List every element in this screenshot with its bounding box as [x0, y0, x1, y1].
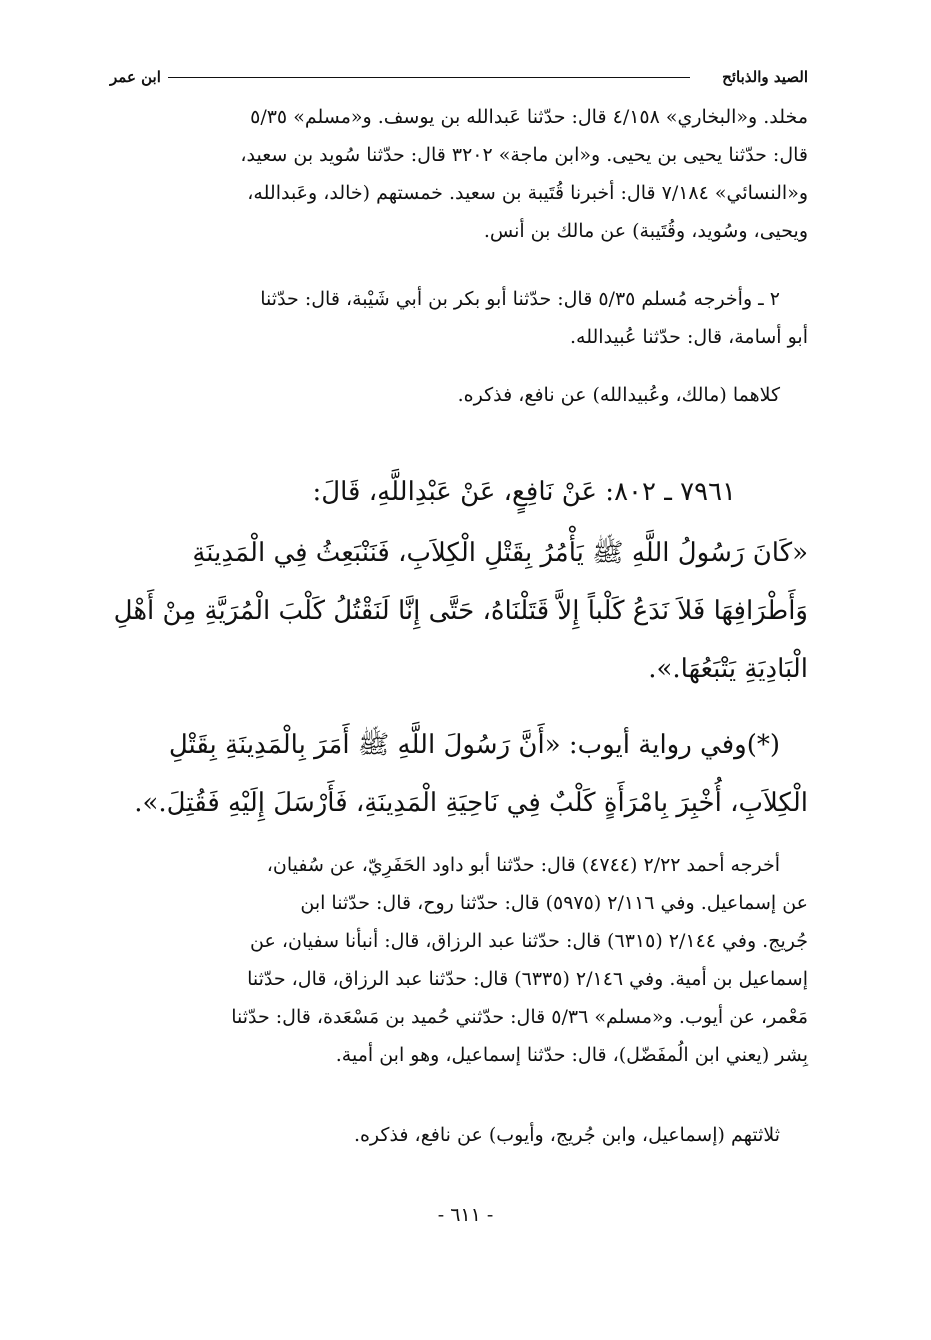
variant-line: (*)وفي رواية أيوب: «أَنَّ رَسُولَ اللَّهِ ﷺ أَمَرَ بِالْمَدِينَةِ بِقَتْلِ: [168, 730, 780, 760]
three-narrators-line: [110, 1116, 808, 1154]
note-line: عن إسماعيل. وفي ٢/١١٦ (٥٩٧٥) قال: حدّثنا روح، قال: حدّثنا ابن: [300, 892, 808, 914]
note-line: أبو أسامة، قال: حدّثنا عُبيدالله.: [570, 326, 808, 348]
note-line: بِشر (يعني ابن الُمفَضّل)، قال: حدّثنا إسماعيل، وهو ابن أمية.: [335, 1044, 808, 1066]
note-line: جُريج. وفي ٢/١٤٤ (٦٣١٥) قال: حدّثنا عبد الرزاق، قال: أنبأنا سفيان، عن: [250, 930, 808, 952]
takhrij-note: [110, 846, 808, 1074]
running-header: [110, 66, 808, 88]
note-line: ٢ ـ وأخرجه مُسلم ٥/٣٥ قال: حدّثنا أبو بكر بن أبي شَيْبة، قال: حدّثنا: [260, 288, 780, 310]
chapter-title: الصيد والذبائح: [722, 68, 808, 86]
narrator-name: ابن عمر: [110, 68, 161, 86]
hadith-text: [110, 524, 808, 698]
note-line: ثلاثتهم (إسماعيل، وابن جُريج، وأيوب) عن نافع، فذكره.: [353, 1124, 780, 1146]
note-line: أخرجه أحمد ٢/٢٢ (٤٧٤٤) قال: حدّثنا أبو داود الحَفَرِيّ، عن سُفيان،: [266, 854, 780, 876]
hadith-number-line: ٧٩٦١ ـ ٨٠٢: عَنْ نَافِعٍ، عَنْ عَبْدِاللَّهِ، قَالَ:: [312, 477, 736, 507]
variant-line: الْكِلاَبِ، أُخْبِرَ بِامْرَأَةٍ كَلْبٌ فِي نَاحِيَةِ الْمَدِينَةِ، فَأَرْسَلَ إِلَيْهِ فَقُتِلَ.».: [134, 788, 808, 818]
note-line: كلاهما (مالك، وعُبيدالله) عن نافع، فذكره.: [457, 384, 780, 406]
ayyub-variant: [110, 716, 808, 832]
note-line: قال: حدّثنا يحيى بن يحيى. و«ابن ماجة» ٣٢٠٢ قال: حدّثنا سُويد بن سعيد،: [240, 144, 808, 166]
hadith-heading: [110, 472, 808, 512]
note-line: إسماعيل بن أمية. وفي ٢/١٤٦ (٦٣٣٥) قال: حدّثنا عبد الرزاق، قال، حدّثنا: [247, 968, 808, 990]
note-line: ويحيى، وسُويد، وقُتَيبة) عن مالك بن أنس.: [483, 220, 808, 242]
both-narrators-line: [110, 376, 808, 414]
page-number: - ٦١١ -: [437, 1204, 494, 1226]
hadith-line: «كَانَ رَسُولُ اللَّهِ ﷺ يَأْمُرُ بِقَتْلِ الْكِلاَبِ، فَنَنْبَعِثُ فِي الْمَدِينَةِ: [192, 538, 808, 568]
note-2: [110, 280, 808, 356]
hadith-line: وَأَطْرَافِهَا فَلاَ نَدَعُ كَلْباً إِلاَّ قَتَلْنَاهُ، حَتَّى إِنَّا لَنَقْتُلُ كَلْبَ الْمُرَيَّةِ مِنْ أَهْلِ: [113, 596, 808, 626]
header-rule: [168, 77, 690, 78]
note-line: و«النسائي» ٧/١٨٤ قال: أخبرنا قُتَيبة بن سعيد. خمستهم (خالد، وعَبدالله،: [247, 182, 808, 204]
note-line: مَعْمر، عن أيوب. و«مسلم» ٥/٣٦ قال: حدّثني حُميد بن مَسْعَدة، قال: حدّثنا: [231, 1006, 808, 1028]
top-note: [110, 98, 808, 250]
hadith-line: الْبَادِيَةِ يَتْبَعُهَا.».: [648, 654, 808, 684]
note-line: مخلد. و«البخاري» ٤/١٥٨ قال: حدّثنا عَبدالله بن يوسف. و«مسلم» ٥/٣٥: [250, 106, 808, 128]
